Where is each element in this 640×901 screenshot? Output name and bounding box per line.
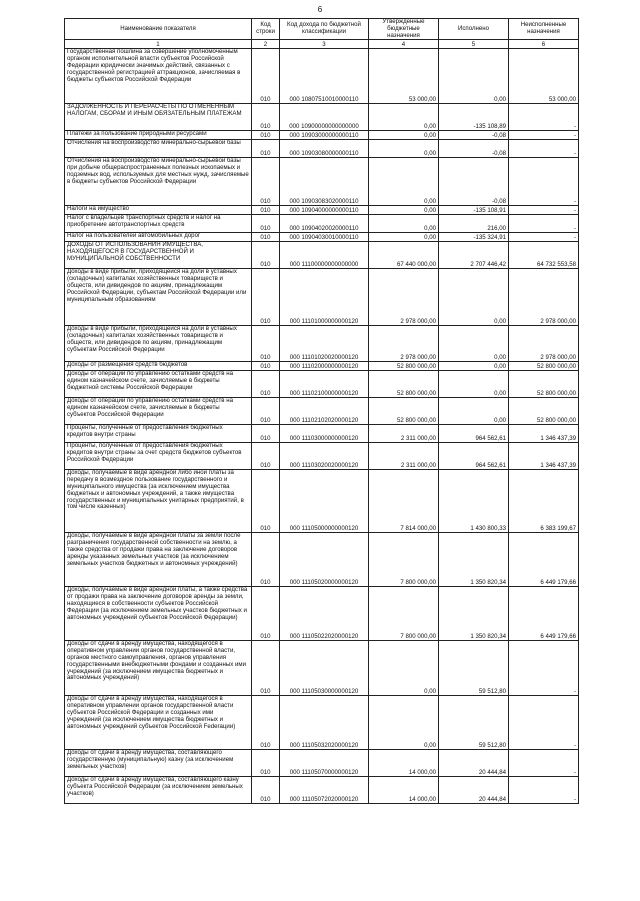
row-code-cell: 010 — [252, 443, 280, 470]
indicator-name-cell: Налог на пользователей автомобильных дорог — [65, 233, 252, 242]
approved-amount-cell: 0,00 — [369, 641, 439, 696]
budget-code-cell: 000 11103000000000120 — [280, 425, 369, 443]
table-row — [65, 371, 579, 398]
col-number: 5 — [439, 40, 509, 49]
unexecuted-amount-cell: - — [509, 104, 579, 131]
unexecuted-amount-cell: - — [509, 750, 579, 777]
table-row — [65, 215, 579, 233]
revenue-table — [64, 18, 579, 804]
approved-amount-cell: 52 800 000,00 — [369, 371, 439, 398]
indicator-name-cell: Отчисления на воспроизводство минерально-сырьевой базы — [65, 140, 252, 158]
executed-amount-cell: -135 108,91 — [439, 206, 509, 215]
unexecuted-amount-cell: - — [509, 158, 579, 206]
budget-code-cell: 000 11102100000000120 — [280, 371, 369, 398]
executed-amount-cell: -135 108,89 — [439, 104, 509, 131]
row-code-cell: 010 — [252, 641, 280, 696]
row-code-cell: 010 — [252, 533, 280, 587]
table-row — [65, 242, 579, 269]
unexecuted-amount-cell: 1 346 437,39 — [509, 443, 579, 470]
indicator-name-cell: Доходы в виде прибыли, приходящейся на доли в уставных (складочных) капиталах хозяйственных товариществ и обществ, или дивидендов по акциям, принадлежащим субъектам Российской Федерации — [65, 326, 252, 362]
table-row — [65, 49, 579, 104]
approved-amount-cell: 7 800 000,00 — [369, 533, 439, 587]
executed-amount-cell: -0,08 — [439, 140, 509, 158]
budget-code-cell: 000 11101000000000120 — [280, 269, 369, 326]
row-code-cell: 010 — [252, 158, 280, 206]
unexecuted-amount-cell: 52 800 000,00 — [509, 371, 579, 398]
col-number: 4 — [369, 40, 439, 49]
row-code-cell: 010 — [252, 587, 280, 641]
unexecuted-amount-cell: 64 732 553,58 — [509, 242, 579, 269]
approved-amount-cell: 14 000,00 — [369, 750, 439, 777]
indicator-name-cell: Доходы от сдачи в аренду имущества, находящегося в оперативном управлении органов государственной власти, органов местного самоуправления, органов управления государственными внебюджетными фондами и созданных ими учреждений (за исключением имущества бюджетных и автономных учреждений) — [65, 641, 252, 696]
approved-amount-cell: 2 978 000,00 — [369, 269, 439, 326]
unexecuted-amount-cell: 2 978 000,00 — [509, 326, 579, 362]
indicator-name-cell: Проценты, полученные от предоставления бюджетных кредитов внутри страны за счет средств бюджетов субъектов Российской Федерации — [65, 443, 252, 470]
executed-amount-cell: 216,00 — [439, 215, 509, 233]
indicator-name-cell: Доходы, получаемые в виде арендной платы за земли после разграничения государственной собственности на землю, а также средства от продажи права на заключение договоров аренды указанных земельных участков (за исключением земельных участков бюджетных и автономных учреждений) — [65, 533, 252, 587]
row-code-cell: 010 — [252, 777, 280, 804]
approved-amount-cell: 0,00 — [369, 158, 439, 206]
col-number: 3 — [280, 40, 369, 49]
budget-code-cell: 000 10904030010000110 — [280, 233, 369, 242]
indicator-name-cell: Налог с владельцев транспортных средств и налог на приобретение автотранспортных средств — [65, 215, 252, 233]
row-code-cell: 010 — [252, 215, 280, 233]
executed-amount-cell: -135 324,91 — [439, 233, 509, 242]
executed-amount-cell: 20 444,84 — [439, 750, 509, 777]
table-row — [65, 425, 579, 443]
col-header-unexecuted: Неисполненные назначения — [509, 19, 579, 40]
approved-amount-cell: 0,00 — [369, 140, 439, 158]
indicator-name-cell: Проценты, полученные от предоставления бюджетных кредитов внутри страны — [65, 425, 252, 443]
table-row — [65, 398, 579, 425]
executed-amount-cell: 0,00 — [439, 269, 509, 326]
executed-amount-cell: 0,00 — [439, 49, 509, 104]
approved-amount-cell: 0,00 — [369, 696, 439, 750]
unexecuted-amount-cell: - — [509, 131, 579, 140]
row-code-cell: 010 — [252, 206, 280, 215]
budget-code-cell: 000 10900000000000000 — [280, 104, 369, 131]
row-code-cell: 010 — [252, 242, 280, 269]
approved-amount-cell: 53 000,00 — [369, 49, 439, 104]
budget-code-cell: 000 11105072020000120 — [280, 777, 369, 804]
unexecuted-amount-cell: 6 449 179,66 — [509, 587, 579, 641]
executed-amount-cell: 20 444,84 — [439, 777, 509, 804]
unexecuted-amount-cell: - — [509, 777, 579, 804]
row-code-cell: 010 — [252, 104, 280, 131]
approved-amount-cell: 0,00 — [369, 206, 439, 215]
indicator-name-cell: Доходы, получаемые в виде арендной либо иной платы за передачу в возмездное пользование государственного и муниципального имущества (за исключением имущества бюджетных и автономных учреждений, а также имущества государственных и муниципальных унитарных предприятий, в том числе казенных) — [65, 470, 252, 533]
table-row — [65, 641, 579, 696]
table-body — [65, 49, 579, 804]
budget-code-cell: 000 11105020000000120 — [280, 533, 369, 587]
budget-code-cell: 000 10904000000000110 — [280, 206, 369, 215]
approved-amount-cell: 67 440 000,00 — [369, 242, 439, 269]
unexecuted-amount-cell: - — [509, 696, 579, 750]
budget-code-cell: 000 11105030000000120 — [280, 641, 369, 696]
indicator-name-cell: ЗАДОЛЖЕННОСТЬ И ПЕРЕРАСЧЕТЫ ПО ОТМЕНЕННЫМ НАЛОГАМ, СБОРАМ И ИНЫМ ОБЯЗАТЕЛЬНЫМ ПЛАТЕЖАМ — [65, 104, 252, 131]
unexecuted-amount-cell: - — [509, 140, 579, 158]
indicator-name-cell: Доходы от размещения средств бюджетов — [65, 362, 252, 371]
row-code-cell: 010 — [252, 371, 280, 398]
unexecuted-amount-cell: 6 449 179,66 — [509, 533, 579, 587]
executed-amount-cell: -0,08 — [439, 131, 509, 140]
indicator-name-cell: Доходы от операций по управлению остатками средств на едином казначейском счете, зачисляемые в бюджеты бюджетной системы Российской Федерации — [65, 371, 252, 398]
indicator-name-cell: ДОХОДЫ ОТ ИСПОЛЬЗОВАНИЯ ИМУЩЕСТВА, НАХОДЯЩЕГОСЯ В ГОСУДАРСТВЕННОЙ И МУНИЦИПАЛЬНОЙ СОБСТВЕННОСТИ — [65, 242, 252, 269]
row-code-cell: 010 — [252, 425, 280, 443]
col-header-code: Код строки — [252, 19, 280, 40]
col-number: 2 — [252, 40, 280, 49]
executed-amount-cell: 59 512,80 — [439, 696, 509, 750]
approved-amount-cell: 2 978 000,00 — [369, 326, 439, 362]
budget-code-cell: 000 10807510010000110 — [280, 49, 369, 104]
page-number: 6 — [317, 5, 323, 14]
table-row — [65, 587, 579, 641]
approved-amount-cell: 0,00 — [369, 104, 439, 131]
indicator-name-cell: Доходы от сдачи в аренду имущества, составляющего государственную (муниципальную) казну (за исключением земельных участков) — [65, 750, 252, 777]
col-number: 1 — [65, 40, 252, 49]
approved-amount-cell: 2 311 000,00 — [369, 443, 439, 470]
budget-code-cell: 000 11105022020000120 — [280, 587, 369, 641]
unexecuted-amount-cell: - — [509, 233, 579, 242]
executed-amount-cell: -0,08 — [439, 158, 509, 206]
approved-amount-cell: 0,00 — [369, 233, 439, 242]
row-code-cell: 010 — [252, 398, 280, 425]
approved-amount-cell: 0,00 — [369, 215, 439, 233]
col-header-executed: Исполнено — [439, 19, 509, 40]
executed-amount-cell: 1 350 820,34 — [439, 533, 509, 587]
approved-amount-cell: 2 311 000,00 — [369, 425, 439, 443]
unexecuted-amount-cell: 1 346 437,39 — [509, 425, 579, 443]
budget-code-cell: 000 10903080000000110 — [280, 140, 369, 158]
budget-code-cell: 000 10903000000000110 — [280, 131, 369, 140]
approved-amount-cell: 52 800 000,00 — [369, 398, 439, 425]
approved-amount-cell: 7 800 000,00 — [369, 587, 439, 641]
unexecuted-amount-cell: 52 800 000,00 — [509, 362, 579, 371]
table-row — [65, 326, 579, 362]
table-row — [65, 158, 579, 206]
indicator-name-cell: Доходы от сдачи в аренду имущества, составляющего казну субъекта Российской Федерации (за исключением земельных участков) — [65, 777, 252, 804]
budget-code-cell: 000 11102102020000120 — [280, 398, 369, 425]
approved-amount-cell: 7 814 000,00 — [369, 470, 439, 533]
budget-code-cell: 000 11105070000000120 — [280, 750, 369, 777]
table-row — [65, 533, 579, 587]
unexecuted-amount-cell: 6 383 199,67 — [509, 470, 579, 533]
budget-code-cell: 000 11103020020000120 — [280, 443, 369, 470]
col-number: 6 — [509, 40, 579, 49]
row-code-cell: 010 — [252, 140, 280, 158]
table-row — [65, 269, 579, 326]
budget-code-cell: 000 11102000000000120 — [280, 362, 369, 371]
executed-amount-cell: 964 562,61 — [439, 425, 509, 443]
unexecuted-amount-cell: - — [509, 206, 579, 215]
executed-amount-cell: 59 512,80 — [439, 641, 509, 696]
unexecuted-amount-cell: 53 000,00 — [509, 49, 579, 104]
row-code-cell: 010 — [252, 696, 280, 750]
indicator-name-cell: Платежи за пользование природными ресурсами — [65, 131, 252, 140]
unexecuted-amount-cell: 2 978 000,00 — [509, 269, 579, 326]
table-row — [65, 696, 579, 750]
approved-amount-cell: 52 800 000,00 — [369, 362, 439, 371]
col-header-kbk: Код дохода по бюджетной классификации — [280, 19, 369, 40]
budget-code-cell: 000 10903083020000110 — [280, 158, 369, 206]
indicator-name-cell: Доходы в виде прибыли, приходящейся на доли в уставных (складочных) капиталах хозяйственных товариществ и обществ, или дивидендов по акциям, принадлежащим Российской Федерации, субъектам Российской Федерации или муниципальным образованиям — [65, 269, 252, 326]
table-row — [65, 140, 579, 158]
indicator-name-cell: Доходы, получаемые в виде арендной платы, а также средства от продажи права на заключение договоров аренды за земли, находящиеся в собственности субъектов Российской Федерации (за исключением земельных участков бюджетных и автономных учреждений субъектов Российской Федерации) — [65, 587, 252, 641]
row-code-cell: 010 — [252, 750, 280, 777]
indicator-name-cell: Государственная пошлина за совершение уполномоченным органом исполнительной власти субъектов Российской Федерации юридически значимых действий, связанных с государственной регистрацией аттракционов, зачисляемая в бюджеты субъектов Российской Федерации — [65, 49, 252, 104]
table-row — [65, 443, 579, 470]
budget-code-cell: 000 10904020020000110 — [280, 215, 369, 233]
col-header-approved: Утвержденные бюджетные назначения — [369, 19, 439, 40]
executed-amount-cell: 0,00 — [439, 362, 509, 371]
unexecuted-amount-cell: - — [509, 641, 579, 696]
row-code-cell: 010 — [252, 233, 280, 242]
table-header-row — [65, 19, 579, 40]
indicator-name-cell: Налоги на имущество — [65, 206, 252, 215]
unexecuted-amount-cell: 52 800 000,00 — [509, 398, 579, 425]
row-code-cell: 010 — [252, 362, 280, 371]
table-row — [65, 777, 579, 804]
row-code-cell: 010 — [252, 131, 280, 140]
table-row — [65, 470, 579, 533]
executed-amount-cell: 0,00 — [439, 326, 509, 362]
row-code-cell: 010 — [252, 269, 280, 326]
budget-code-cell: 000 11105032020000120 — [280, 696, 369, 750]
col-header-name: Наименование показателя — [65, 19, 252, 40]
executed-amount-cell: 2 707 446,42 — [439, 242, 509, 269]
executed-amount-cell: 0,00 — [439, 398, 509, 425]
indicator-name-cell: Доходы от операций по управлению остатками средств на едином казначейском счете, зачисляемые в бюджеты субъектов Российской Федерации — [65, 398, 252, 425]
budget-code-cell: 000 11105000000000120 — [280, 470, 369, 533]
approved-amount-cell: 14 000,00 — [369, 777, 439, 804]
executed-amount-cell: 964 562,61 — [439, 443, 509, 470]
table-row — [65, 750, 579, 777]
executed-amount-cell: 0,00 — [439, 371, 509, 398]
indicator-name-cell: Доходы от сдачи в аренду имущества, находящегося в оперативном управлении органов государственной власти субъектов Российской Федерации и созданных ими учреждений (за исключением имущества бюджетных и автономных учреждений субъектов Российской Federации) — [65, 696, 252, 750]
row-code-cell: 010 — [252, 326, 280, 362]
indicator-name-cell: Отчисления на воспроизводство минерально-сырьевой базы при добыче общераспространенных полезных ископаемых и подземных вод, используемых для местных нужд, зачисляемые в бюджеты субъектов Российской Федерации — [65, 158, 252, 206]
approved-amount-cell: 0,00 — [369, 131, 439, 140]
unexecuted-amount-cell: - — [509, 215, 579, 233]
row-code-cell: 010 — [252, 49, 280, 104]
budget-code-cell: 000 11101020020000120 — [280, 326, 369, 362]
row-code-cell: 010 — [252, 470, 280, 533]
budget-code-cell: 000 11100000000000000 — [280, 242, 369, 269]
table-row — [65, 104, 579, 131]
executed-amount-cell: 1 430 800,33 — [439, 470, 509, 533]
executed-amount-cell: 1 350 820,34 — [439, 587, 509, 641]
